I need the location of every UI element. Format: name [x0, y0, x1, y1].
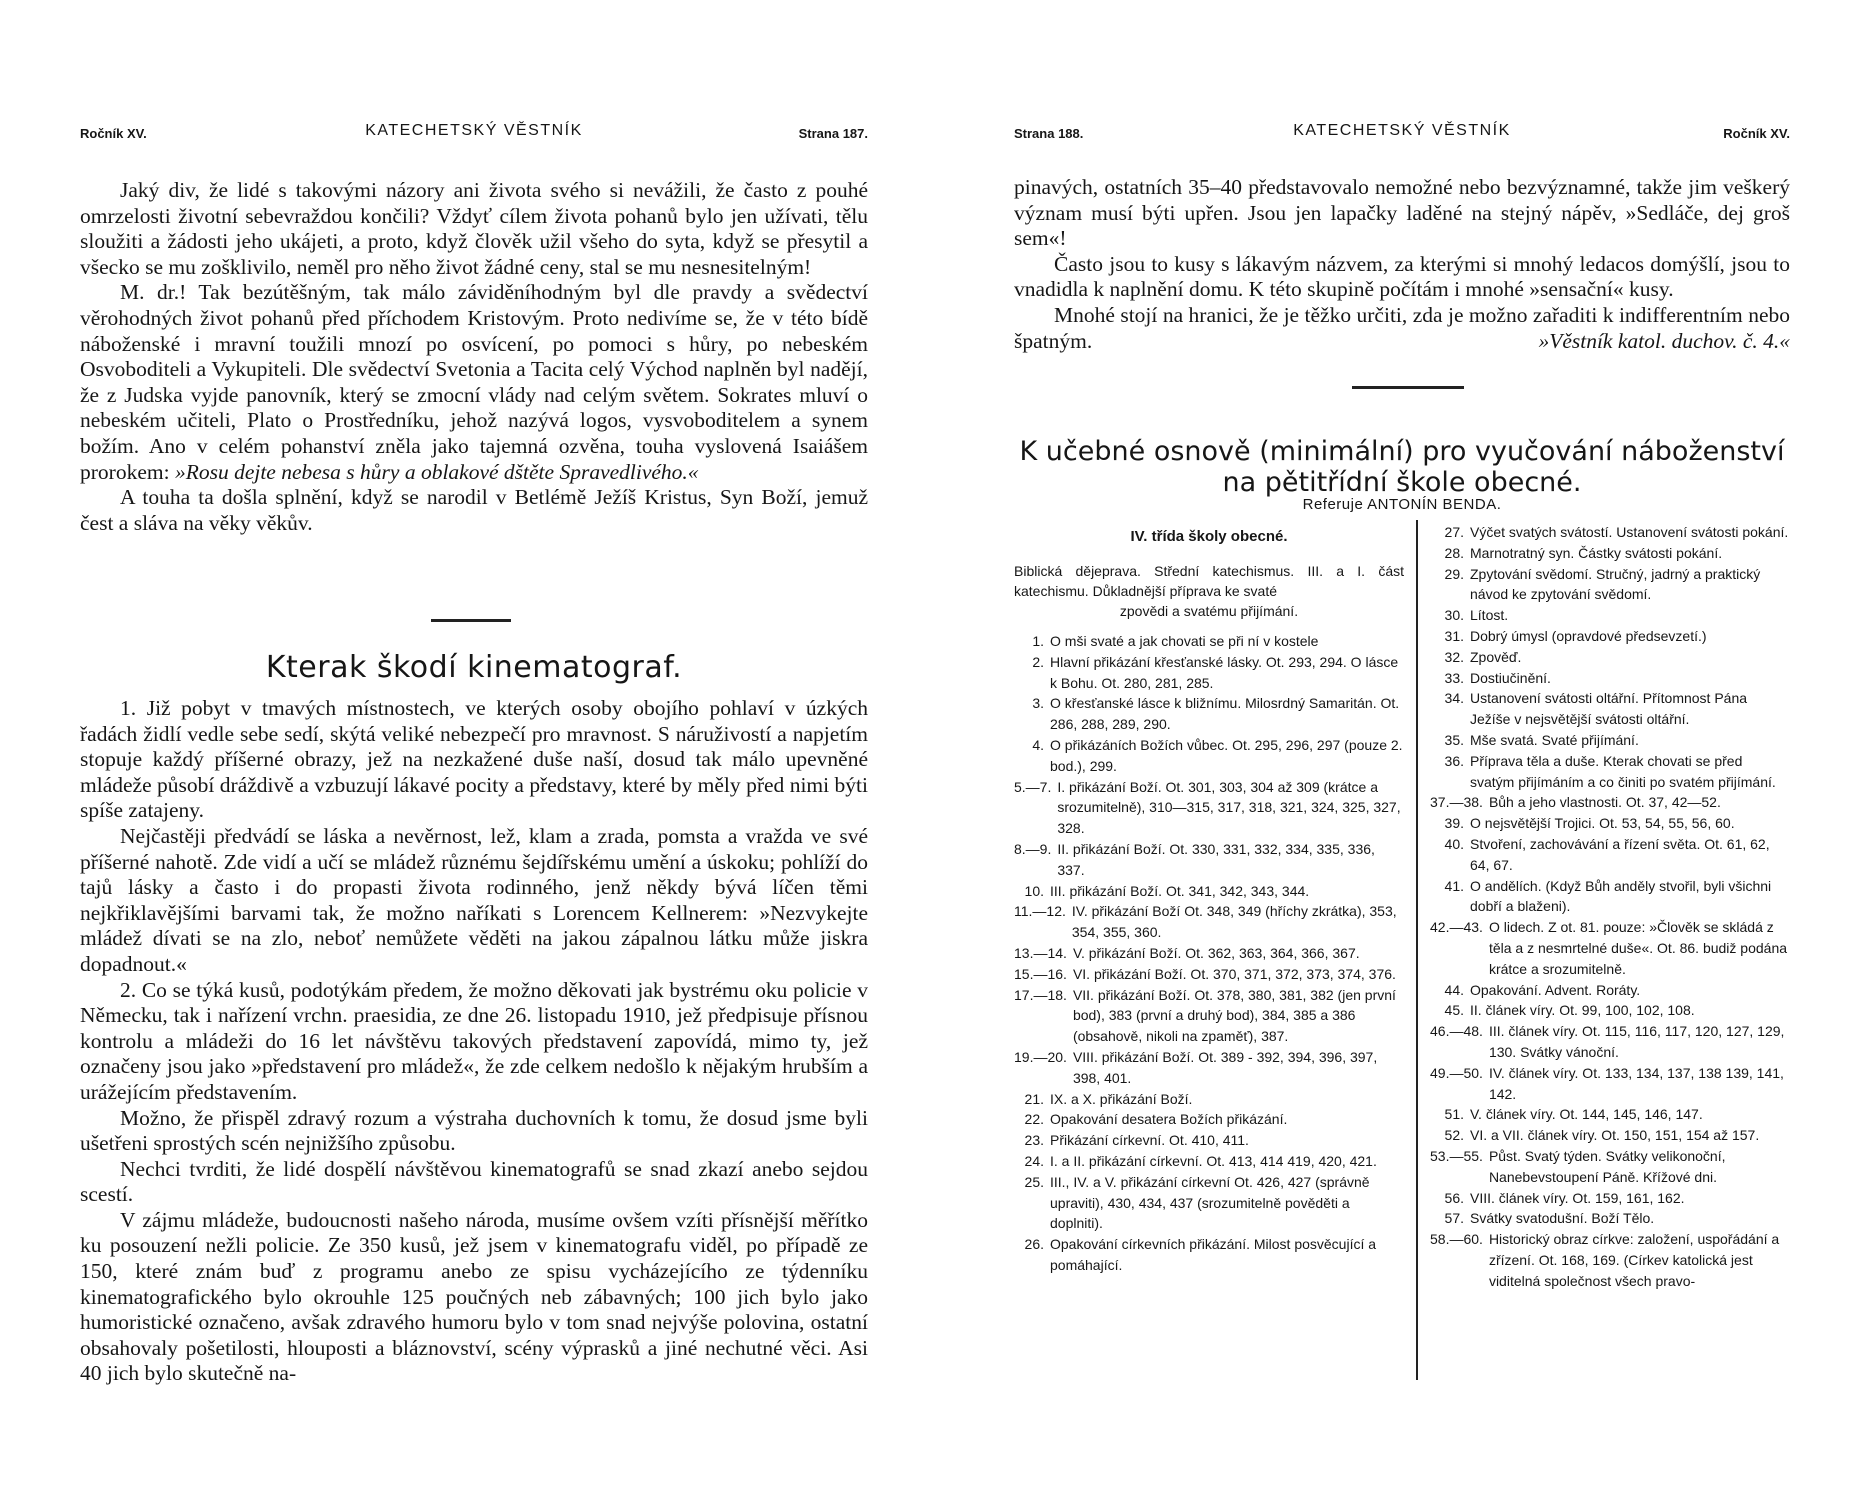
- lesson-number: 27.: [1444, 524, 1464, 540]
- paragraph-text: Mnohé stojí na hranici, že je těžko určiti, zda je možno zařaditi k indifferentním nebo špatným.: [1014, 302, 1790, 353]
- lesson-text: VIII. článek víry. Ot. 159, 161, 162.: [1470, 1189, 1685, 1206]
- volume-label: Ročník XV.: [1723, 126, 1790, 141]
- lesson-item: [1014, 1047, 1404, 1089]
- lesson-number: 29.: [1444, 565, 1464, 582]
- paragraph: [80, 280, 868, 485]
- lesson-text: VI. přikázání Boží. Ot. 370, 371, 372, 373, 374, 376.: [1072, 965, 1396, 982]
- lesson-item: [1430, 834, 1790, 876]
- lesson-text: V. článek víry. Ot. 144, 145, 146, 147.: [1470, 1106, 1703, 1123]
- lesson-item: [1430, 668, 1790, 689]
- lesson-number: 40.: [1444, 835, 1464, 852]
- paragraph: Možno, že přispěl zdravý rozum a výstraha duchovních k tomu, že dosud jsme byli ušetřeni sprostých scén nejnižšího způsobu.: [80, 1105, 868, 1156]
- lesson-item: [1430, 626, 1790, 647]
- lesson-item: [1430, 751, 1790, 793]
- lesson-text: III. přikázání Boží. Ot. 341, 342, 343, 344.: [1050, 882, 1310, 899]
- column-divider: [1416, 520, 1418, 1380]
- lesson-text: Příprava těla a duše. Kterak chovati se před svatým přijímáním a co činiti po svatém přijímání.: [1470, 752, 1776, 790]
- lesson-item: [1014, 631, 1404, 652]
- lesson-item: [1014, 693, 1404, 735]
- lesson-number: 3.: [1032, 695, 1044, 712]
- right-page: [1014, 0, 1790, 1501]
- lesson-number: 52.: [1444, 1127, 1464, 1144]
- lesson-text: O andělích. (Když Bůh anděly stvořil, byli všichni dobří a blaženi).: [1470, 877, 1772, 915]
- lesson-item: [1014, 1130, 1404, 1151]
- lesson-item: [1014, 1089, 1404, 1110]
- lesson-text: Hlavní přikázání křesťanské lásky. Ot. 293, 294. O lásce k Bohu. Ot. 280, 281, 285.: [1050, 653, 1399, 691]
- lesson-number: 10.: [1024, 882, 1044, 899]
- lesson-item: [1430, 792, 1790, 813]
- lesson-text: Výčet svatých svátostí. Ustanovení svátosti pokání.: [1470, 524, 1789, 540]
- lesson-item: [1014, 964, 1404, 985]
- lesson-item: [1014, 735, 1404, 777]
- lesson-number: 56.: [1444, 1189, 1464, 1206]
- lesson-item: [1014, 881, 1404, 902]
- journal-title: KATECHETSKÝ VĚSTNÍK: [365, 122, 583, 139]
- lesson-text: Ustanovení svátosti oltářní. Přítomnost Pána Ježíše v nejsvětější svátosti oltářní.: [1470, 690, 1748, 728]
- paragraph-text: M. dr.! Tak bezútěšným, tak málo záviděníhodným byl dle pravdy a svědectví věrohodných život pohanů před příchodem Kristovým. Proto nedivíme se, že v této bídě náboženské i mravní toužili mnozí po osvícení, po pomoci s hůry, po nebeském Osvoboditeli a Vykupiteli. Dle svědectví Svetonia a Tacita celý Východ naplněn byl nadějí, že z Judska vyjde panovník, který se zmocní vlády nad celým světem. Sokrates mluví o nebeském učiteli, Plato o Prostředníku, jehož nazývá logos, vysvoboditelem a synem božím. Ano v celém pohanství zněla jako tajemná ozvěna, touha vyslovená Isaiášem prorokem:: [80, 280, 868, 484]
- lesson-number: 34.: [1444, 690, 1464, 707]
- lesson-number: 5.—7.: [1014, 778, 1052, 795]
- author-line: Referuje ANTONÍN BENDA.: [1302, 496, 1502, 513]
- lesson-number: 44.: [1444, 981, 1464, 998]
- lesson-number: 58.—60.: [1430, 1231, 1483, 1248]
- lesson-item: [1430, 917, 1790, 979]
- lesson-text: V. přikázání Boží. Ot. 362, 363, 364, 366, 367.: [1072, 944, 1360, 961]
- lesson-list: [1430, 522, 1790, 1291]
- lesson-text: Přikázání církevní. Ot. 410, 411.: [1050, 1132, 1249, 1149]
- paragraph: V zájmu mládeže, budoucnosti našeho národa, musíme ovšem vzíti přísnější měřítko ku posouzení nežli policie. Ze 350 kusů, jež jsem v kinematografu viděl, po případě ze 150, které znám buď z programu anebo ze spisu vycházejícího ze týdenníku kinematografického bylo okrouhle 125 poučných neb zábavných; 100 jich bylo jako humoristické označeno, avšak zdravého humoru bylo v tom snad nejvýše polovina, ostatní obsahovaly pošetilosti, hlouposti a bláznovství, scény výprasků a jiné nechutné věci. Asi 40 jich bylo skutečně na-: [80, 1207, 868, 1386]
- lesson-item: [1430, 730, 1790, 751]
- lesson-number: 46.—48.: [1430, 1023, 1483, 1040]
- paragraph: 1. Již pobyt v tmavých místnostech, ve kterých osoby obojího pohlaví v úzkých řadách židlí vedle sebe sedí, skýtá veliké nebezpečí pro mravnost. S náruživostí a napjetím stopuje každý příšerné obrazy, jež na nezkažené duše naší, dosud tak málo upevněné mládeže působí dráždivě a vzbuzují lákavé pocity a představy, které by měly před nimi býti spíše zatajeny.: [80, 696, 868, 823]
- paragraph: Nejčastěji předvádí se láska a nevěrnost, lež, klam a zrada, pomsta a vražda ve své příšerné nahotě. Zde vidí a učí se mládež různému šejdířskému umění a úskoku; pohlíží do tajů lásky a často i do propasti života rodinného, jenž někdy bývá líčen těmi nejkřiklavějšími barvami tak, že možno naříkati s Lorencem Kellnerem: »Nezvykejte mládež dívati se na zlo, neboť nemůžete věděti na jakou zápalnou látku může jiskra dopadnout.«: [80, 823, 868, 976]
- lesson-item: [1430, 522, 1790, 543]
- lesson-text: Půst. Svatý týden. Svátky velikonoční, Nanebevstoupení Páně. Křížové dni.: [1488, 1147, 1726, 1185]
- lesson-text: O nejsvětější Trojici. Ot. 53, 54, 55, 56, 60.: [1470, 815, 1735, 832]
- lesson-item: [1014, 985, 1404, 1047]
- lesson-item: [1014, 1109, 1404, 1130]
- lesson-number: 53.—55.: [1430, 1147, 1483, 1164]
- lesson-number: 4.: [1032, 736, 1044, 753]
- lesson-text: III., IV. a V. přikázání církevní Ot. 426, 427 (správně upraviti), 430, 434, 437 (srozumitelně pověděti a doplniti).: [1050, 1173, 1370, 1232]
- paragraph: Často jsou to kusy s lákavým názvem, za kterými si mnohý ledacos domýšlí, jsou to vnadidla k naplnění domu. K této skupině počítám i mnohé »sensační« kusy.: [1014, 251, 1790, 302]
- lesson-item: [1430, 1000, 1790, 1021]
- right-page-header: [1014, 122, 1790, 148]
- column-heading: IV. třída školy obecné.: [1130, 528, 1288, 545]
- lesson-text: Opakování církevních přikázání. Milost posvěcující a pomáhající.: [1050, 1236, 1377, 1273]
- lesson-text: I. a II. přikázání církevní. Ot. 413, 414 419, 420, 421.: [1050, 1152, 1377, 1169]
- lesson-item: [1430, 1104, 1790, 1125]
- lesson-text: Stvoření, zachovávání a řízení světa. Ot. 61, 62, 64, 67.: [1470, 835, 1770, 873]
- lesson-item: [1430, 543, 1790, 564]
- lesson-text: Dostiučinění.: [1470, 669, 1551, 686]
- lesson-list: [1014, 631, 1404, 1276]
- lesson-item: [1430, 876, 1790, 918]
- lesson-number: 24.: [1024, 1152, 1044, 1169]
- lesson-text: Zpověď.: [1470, 648, 1522, 665]
- lesson-text: Opakování desatera Božích přikázání.: [1050, 1111, 1288, 1128]
- lesson-number: 57.: [1444, 1210, 1464, 1227]
- lesson-item: [1430, 1063, 1790, 1105]
- syllabus-column-right: [1430, 522, 1790, 1291]
- volume-label: Ročník XV.: [80, 126, 147, 141]
- lesson-item: [1014, 1172, 1404, 1234]
- lesson-number: 39.: [1444, 815, 1464, 832]
- lesson-number: 30.: [1444, 607, 1464, 624]
- intro-text: zpovědi a svatému přijímání.: [1119, 603, 1299, 619]
- page-number: Strana 188.: [1014, 126, 1084, 141]
- lesson-number: 25.: [1024, 1173, 1044, 1190]
- paragraph: 2. Co se týká kusů, podotýkám předem, že možno děkovati jak bystrému oku policie v Německu, tak i nařízení vrchn. praesidia, ze dne 26. listopadu 1910, jež předpisuje přísnou kontrolu a mládeži do 16 let návštěvu takových představení zapovídá, mimo ty, jež označeny jsou jako »představení pro mládež«, že zde celkem nedošlo k nějakým hrubším a urážejícím představením.: [80, 977, 868, 1104]
- lesson-item: [1014, 1234, 1404, 1276]
- lesson-text: Svátky svatodušní. Boží Tělo.: [1470, 1210, 1655, 1227]
- lesson-item: [1430, 688, 1790, 730]
- lesson-item: [1430, 1208, 1790, 1229]
- lesson-text: Historický obraz církve: založení, uspořádání a zřízení. Ot. 168, 169. (Církev katolická jest viditelná společnost všech pravo-: [1488, 1231, 1780, 1289]
- lesson-text: II. přikázání Boží. Ot. 330, 331, 332, 334, 335, 336, 337.: [1057, 840, 1375, 878]
- title-line: na pětitřídní škole obecné.: [1222, 467, 1582, 498]
- lesson-item: [1014, 943, 1404, 964]
- lesson-text: O mši svaté a jak chovati se při ní v kostele: [1050, 633, 1319, 649]
- lesson-item: [1014, 777, 1404, 839]
- lesson-number: 21.: [1024, 1090, 1044, 1107]
- lesson-number: 8.—9.: [1014, 840, 1052, 857]
- article-title: [1014, 436, 1790, 498]
- lesson-number: 41.: [1444, 877, 1464, 894]
- article-text: [80, 696, 868, 1387]
- lesson-item: [1014, 652, 1404, 694]
- lesson-item: [1430, 647, 1790, 668]
- syllabus-column-left: [1014, 522, 1404, 1276]
- lesson-text: VIII. přikázání Boží. Ot. 389 - 392, 394, 396, 397, 398, 401.: [1072, 1048, 1378, 1086]
- lesson-text: I. přikázání Boží. Ot. 301, 303, 304 až 309 (krátce a srozumitelně), 310—315, 317, 318, 321, 324, 325, 327, 328.: [1057, 778, 1401, 837]
- paragraph: Nechci tvrditi, že lidé dospělí návštěvou kinematografů se snad zkazí anebo sejdou scestí.: [80, 1156, 868, 1207]
- lesson-item: [1430, 1146, 1790, 1188]
- paragraph: Jaký div, že lidé s takovými názory ani života svého si nevážili, že často z pouhé omrzelosti životní sebevraždou končili? Vždyť cílem života pohanů bylo jen užívati, tělu sloužiti a žádosti jeho ukájeti, a proto, když člověk užil všeho do syta, když se přesytil a všecko se mu zošklivilo, neměl pro něho život žádné ceny, stal se mu nesnesitelným!: [80, 178, 868, 279]
- lesson-text: O přikázáních Božích vůbec. Ot. 295, 296, 297 (pouze 2. bod.), 299.: [1050, 736, 1403, 774]
- intro-text: Biblická dějeprava. Střední katechismus. III. a I. část katechismu. Důkladnější příprava ke svaté: [1014, 563, 1404, 599]
- lesson-number: 11.—12.: [1014, 903, 1066, 920]
- lesson-text: Opakování. Advent. Roráty.: [1470, 981, 1641, 998]
- lesson-number: 37.—38.: [1430, 794, 1483, 811]
- lesson-text: VI. a VII. článek víry. Ot. 150, 151, 154 až 157.: [1470, 1127, 1760, 1144]
- lesson-text: IV. článek víry. Ot. 133, 134, 137, 138 139, 141, 142.: [1488, 1064, 1784, 1102]
- lesson-item: [1014, 901, 1404, 943]
- lesson-item: [1430, 813, 1790, 834]
- lesson-number: 45.: [1444, 1002, 1464, 1019]
- lesson-text: II. článek víry. Ot. 99, 100, 102, 108.: [1470, 1002, 1695, 1019]
- lesson-text: IX. a X. přikázání Boží.: [1050, 1090, 1193, 1107]
- lesson-number: 15.—16.: [1014, 965, 1067, 982]
- lesson-text: Marnotratný syn. Částky svátosti pokání.: [1470, 544, 1723, 561]
- column-intro: [1014, 561, 1404, 621]
- lesson-number: 32.: [1444, 648, 1464, 665]
- lesson-item: [1430, 564, 1790, 606]
- lesson-item: [1014, 839, 1404, 881]
- lesson-item: [1014, 1151, 1404, 1172]
- lesson-number: 13.—14.: [1014, 944, 1067, 961]
- lesson-number: 49.—50.: [1430, 1064, 1483, 1081]
- lesson-item: [1430, 1229, 1790, 1291]
- source-citation: »Věstník katol. duchov. č. 4.«: [1538, 328, 1790, 353]
- intro-text: [80, 178, 868, 536]
- title-line: K učebné osnově (minimální) pro vyučování náboženství: [1019, 436, 1785, 467]
- lesson-number: 1.: [1032, 633, 1044, 649]
- lesson-text: Zpytování svědomí. Stručný, jadrný a praktický návod ke zpytování svědomí.: [1470, 565, 1761, 603]
- lesson-item: [1430, 1188, 1790, 1209]
- lesson-number: 36.: [1444, 752, 1464, 769]
- lesson-number: 23.: [1024, 1132, 1044, 1149]
- lesson-number: 35.: [1444, 731, 1464, 748]
- lesson-number: 2.: [1032, 653, 1044, 670]
- quote: »Rosu dejte nebesa s hůry a oblakové dštěte Spravedlivého.«: [174, 459, 699, 484]
- lesson-number: 17.—18.: [1014, 986, 1067, 1003]
- paragraph: pinavých, ostatních 35–40 představovalo nemožné nebo bezvýznamné, takže jim veškerý význam musí býti upřen. Jsou jen lapačky laděné na stejný nápěv, »Sedláče, dej groš sem«!: [1014, 175, 1790, 251]
- lesson-text: VII. přikázání Boží. Ot. 378, 380, 381, 382 (jen první bod), 383 (první a druhý bod), 384, 385 a 386 (obsahově, nikoli na zpaměť), 387.: [1072, 986, 1396, 1045]
- section-divider: [1352, 386, 1464, 389]
- lesson-text: Lítost.: [1470, 607, 1509, 624]
- lesson-number: 22.: [1024, 1111, 1044, 1128]
- lesson-item: [1430, 1125, 1790, 1146]
- page-number: Strana 187.: [798, 126, 868, 141]
- continuation-text: [1014, 175, 1790, 354]
- lesson-text: O lidech. Z ot. 81. pouze: »Člověk se skládá z těla a z nesmrtelné duše«. Ot. 86. budiž podána krátce a srozumitelně.: [1488, 919, 1788, 977]
- lesson-number: 19.—20.: [1014, 1048, 1067, 1065]
- lesson-number: 26.: [1024, 1236, 1044, 1253]
- lesson-text: Bůh a jeho vlastnosti. Ot. 37, 42—52.: [1488, 794, 1721, 811]
- lesson-item: [1430, 1021, 1790, 1063]
- journal-title: KATECHETSKÝ VĚSTNÍK: [1293, 122, 1511, 139]
- lesson-number: 42.—43.: [1430, 919, 1483, 936]
- lesson-number: 31.: [1444, 627, 1464, 644]
- paragraph: A touha ta došla splnění, když se narodil v Betlémě Ježíš Kristus, Syn Boží, jemuž čest a sláva na věky věkův.: [80, 485, 868, 535]
- lesson-item: [1430, 605, 1790, 626]
- left-page: [80, 0, 868, 1501]
- lesson-text: Dobrý úmysl (opravdové předsevzetí.): [1470, 627, 1707, 644]
- article-title: Kterak škodí kinematograf.: [265, 650, 683, 685]
- left-page-header: [80, 122, 868, 148]
- lesson-number: 28.: [1444, 544, 1464, 561]
- lesson-text: III. článek víry. Ot. 115, 116, 117, 120, 127, 129, 130. Svátky vánoční.: [1488, 1023, 1785, 1060]
- lesson-text: Mše svatá. Svaté přijímání.: [1470, 731, 1639, 748]
- lesson-number: 51.: [1444, 1106, 1464, 1123]
- lesson-text: IV. přikázání Boží Ot. 348, 349 (hříchy zkrátka), 353, 354, 355, 360.: [1071, 903, 1397, 941]
- paragraph: [1014, 303, 1790, 354]
- section-divider: [431, 619, 511, 622]
- lesson-number: 33.: [1444, 669, 1464, 686]
- lesson-item: [1430, 980, 1790, 1001]
- lesson-text: O křesťanské lásce k bližnímu. Milosrdný Samaritán. Ot. 286, 288, 289, 290.: [1050, 695, 1400, 733]
